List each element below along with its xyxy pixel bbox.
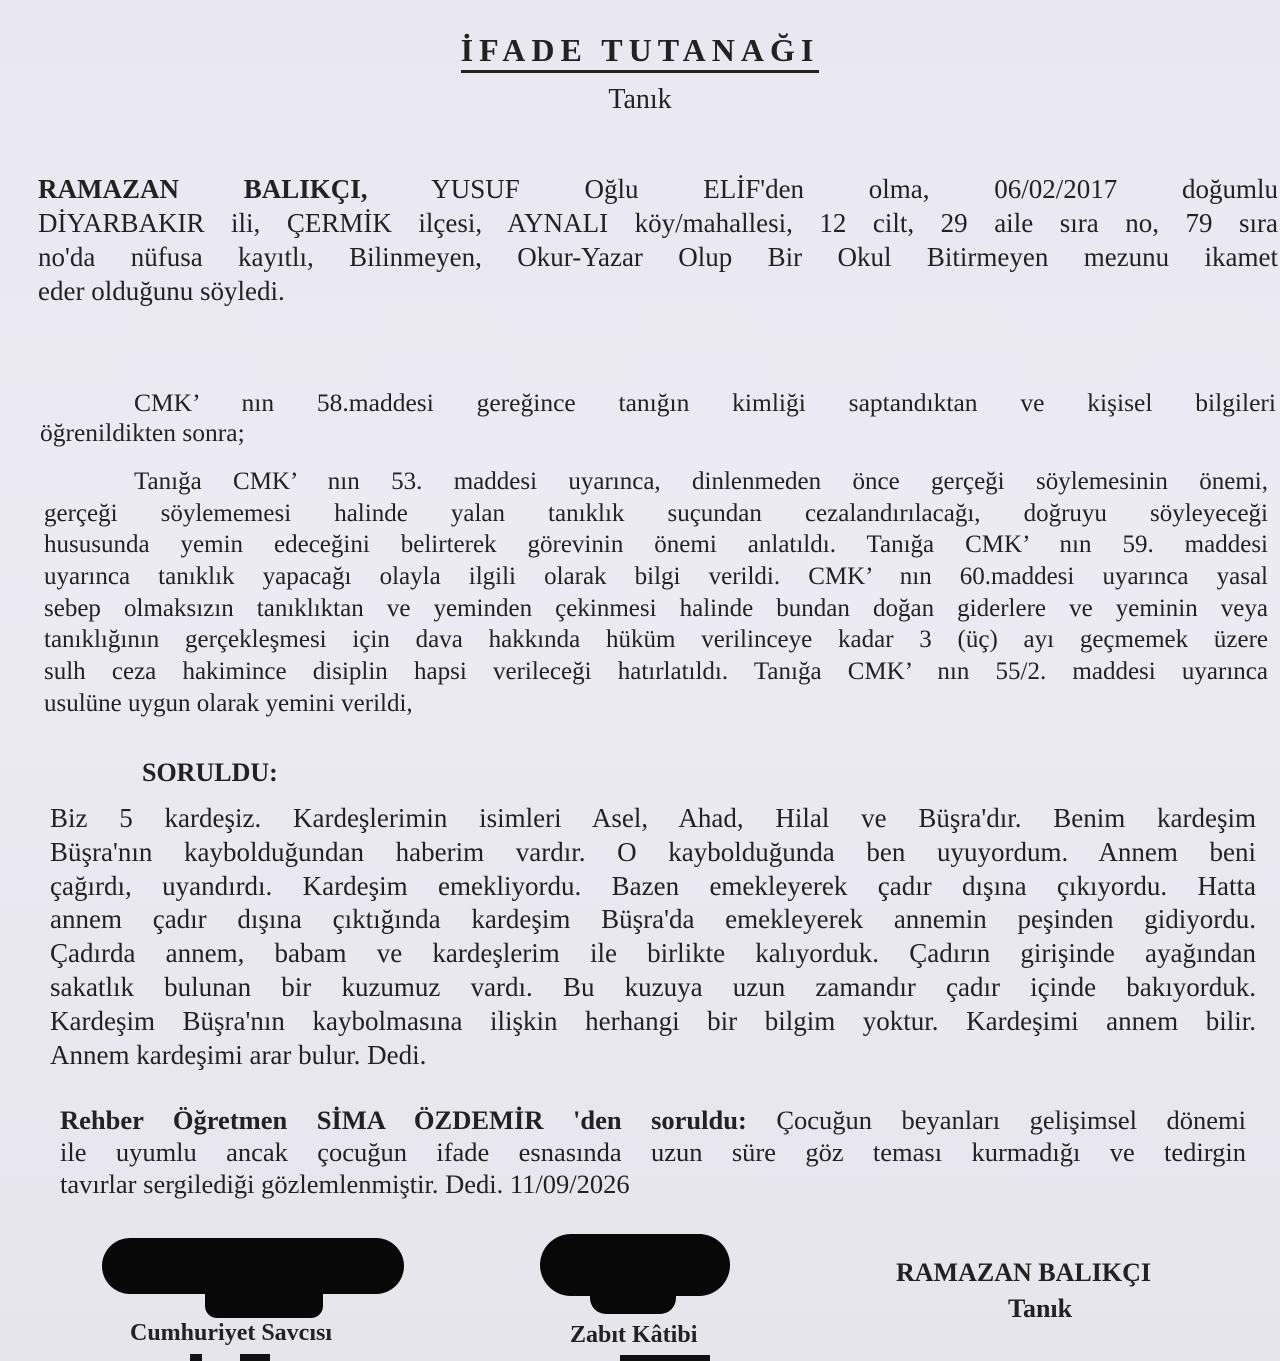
witness-name: RAMAZAN BALIKÇI, [38, 174, 368, 204]
counselor-paragraph: Rehber Öğretmen SİMA ÖZDEMİR 'den soruldu: Çocuğun beyanları gelişimsel dönemi ile uyumlu ancak çocuğun ifade esnasında uzun süre göz teması kurmadığı ve tedirgin tavırlar sergilediği gözlemlenmiştir. Dedi. 11/09/2026 [60, 1105, 1246, 1199]
witness-signature-name: RAMAZAN BALIKÇI [896, 1258, 1151, 1287]
prosecutor-label: Cumhuriyet Savcısı [130, 1320, 333, 1346]
question-label: SORULDU: [142, 758, 278, 787]
witness-signature-label: Tanık [1008, 1294, 1073, 1323]
cmk58-paragraph: CMK’ nın 58.maddesi gereğince tanığın kimliği saptandıktan ve kişisel bilgileri öğrenildikten sonra; [40, 388, 1276, 447]
clerk-signature-redaction-drip [590, 1270, 676, 1314]
document-subtitle: Tanık [608, 84, 672, 115]
cutoff-text-fragment [620, 1355, 710, 1361]
cutoff-text-fragment [190, 1354, 202, 1361]
document-title: İFADE TUTANAĞI [0, 32, 1280, 69]
counselor-label: Rehber Öğretmen SİMA ÖZDEMİR 'den soruldu: [60, 1105, 747, 1135]
clerk-label: Zabıt Kâtibi [570, 1322, 698, 1348]
cmk-warning-paragraph: Tanığa CMK’ nın 53. maddesi uyarınca, dinlenmeden önce gerçeği söylemesinin önemi, gerçeği söylememesi halinde yalan tanıklık suçundan cezalandırılacağı, doğruyu söyleyeceği hususunda yemin edeceğini belirterek görevinin önemi anlatıldı. Tanığa CMK’ nın 59. maddesi uyarınca tanıklık yapacağı olayla ilgili olarak bilgi verildi. CMK’ nın 60.maddesi uyarınca yasal sebep olmaksızın tanıklıktan ve yeminden çekinmesi halinde bundan doğan giderlere ve yeminin veya tanıklığının gerçekleşmesi için dava hakkında hüküm verilinceye kadar 3 (üç) ayı geçmemek üzere sulh ceza hakimince disiplin hapsi verileceği hatırlatıldı. Tanığa CMK’ nın 55/2. maddesi uyarınca usulüne uygun olarak yemini verildi, [44, 468, 1268, 717]
identity-paragraph: RAMAZAN BALIKÇI, YUSUF Oğlu ELİF'den olma, 06/02/2017 doğumlu DİYARBAKIR ili, ÇERMİK ilçesi, AYNALI köy/mahallesi, 12 cilt, 29 aile sıra no, 79 sıra no'da nüfusa kayıtlı, Bilinmeyen, Okur-Yazar Olup Bir Okul Bitirmeyen mezunu ikamet eder olduğunu söyledi. [38, 174, 1278, 306]
prosecutor-signature-redaction-drip [205, 1270, 323, 1318]
cutoff-text-fragment [240, 1354, 270, 1361]
answer-paragraph: Biz 5 kardeşiz. Kardeşlerimin isimleri Asel, Ahad, Hilal ve Büşra'dır. Benim kardeşim Büşra'nın kaybolduğundan haberim vardır. O kaybolduğunda ben uyuyordum. Annem beni çağırdı, uyandırdı. Kardeşim emekliyordu. Bazen emekleyerek çadır dışına çıkıyordu. Hatta annem çadır dışına çıktığında kardeşim Büşra'da emekleyerek annemin peşinden gidiyordu. Çadırda annem, babam ve kardeşlerim ile birlikte kalıyorduk. Çadırın girişinde ayağından sakatlık bulunan bir kuzumuz vardı. Bu kuzuya uzun zamandır çadır içinde bakıyorduk. Kardeşim Büşra'nın kaybolmasına ilişkin herhangi bir bilgim yoktur. Kardeşimi annem bilir. Annem kardeşimi arar bulur. Dedi. [50, 803, 1256, 1070]
